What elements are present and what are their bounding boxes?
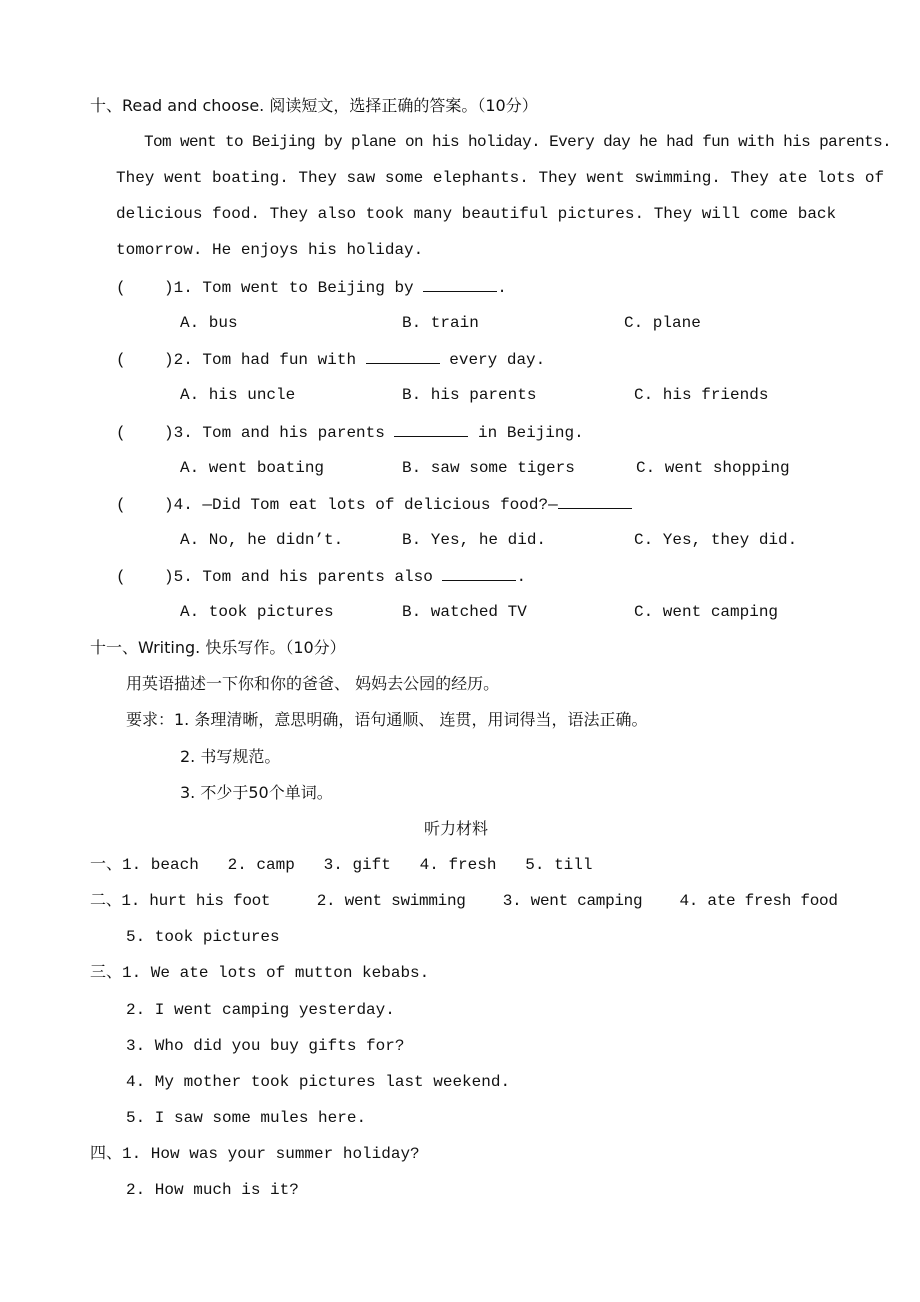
answer-paren[interactable]: ( ) [116,568,174,587]
passage-line: They went boating. They saw some elephants. They went swimming. They ate lots of [116,169,885,187]
answer-paren[interactable]: ( ) [116,351,174,370]
option: C. plane [624,314,701,332]
answer-paren[interactable]: ( ) [116,279,174,297]
option: B. saw some tigers [402,458,575,477]
option: B. Yes, he did. [402,530,547,549]
question-3 [116,422,584,443]
option: B. train [402,314,479,332]
question-text: 5. Tom and his parents also [173,568,443,587]
passage-line: tomorrow. He enjoys his holiday. [116,241,424,259]
option: C. went camping [634,603,779,622]
option: A. went boating [180,458,325,477]
answer-paren[interactable]: ( ) [116,495,174,514]
question-text: 1. Tom went to Beijing by [173,279,424,297]
question-text: 4. —Did Tom eat lots of delicious food?— [173,495,558,514]
answer-blank [558,494,632,509]
passage-line: delicious food. They also took many beautiful pictures. They will come back [116,205,837,223]
writing-requirement: 3. 不少于50个单词。 [180,783,333,802]
listening-line: 四、1. How was your summer holiday? [90,1145,420,1163]
section-11-title: 十一、Writing. 快乐写作。（10分） [90,638,346,657]
question-4 [116,494,632,515]
listening-line: 二、1. hurt his foot 2. went swimming 3. went camping 4. ate fresh food [90,892,838,910]
question-text: 2. Tom had fun with [173,351,366,370]
writing-requirement: 要求：1. 条理清晰，意思明确，语句通顺、 连贯，用词得当，语法正确。 [126,710,648,729]
question-text-end: . [497,279,507,297]
passage-line: Tom went to Beijing by plane on his holiday. Every day he had fun with his parents. [144,133,892,151]
section-10-title: 十、Read and choose. 阅读短文，选择正确的答案。（10分） [90,96,538,115]
listening-line: 三、1. We ate lots of mutton kebabs. [90,964,430,982]
option: C. his friends [634,386,769,405]
question-text: 3. Tom and his parents [173,423,395,442]
answer-blank [442,566,516,581]
question-1 [116,277,507,298]
writing-prompt: 用英语描述一下你和你的爸爸、 妈妈去公园的经历。 [126,674,500,693]
listening-line: 5. I saw some mules here. [126,1109,367,1127]
answer-blank [423,277,497,292]
listening-line: 5. took pictures [126,928,280,946]
option: A. his uncle [180,386,296,405]
option: A. bus [180,314,238,332]
option: C. went shopping [636,458,790,477]
answer-blank [394,422,468,437]
option: A. No, he didn’t. [180,530,344,549]
question-text-end: . [516,568,527,587]
question-2 [116,349,545,370]
option: A. took pictures [180,603,334,622]
question-text-end: in Beijing. [468,423,584,442]
listening-line: 2. How much is it? [126,1181,299,1199]
option: B. his parents [402,386,537,405]
question-5 [116,566,526,587]
answer-paren[interactable]: ( ) [116,423,174,442]
listening-title: 听力材料 [424,819,489,838]
option: C. Yes, they did. [634,530,798,549]
listening-line: 4. My mother took pictures last weekend. [126,1073,511,1091]
writing-requirement: 2. 书写规范。 [180,747,281,766]
option: B. watched TV [402,603,527,622]
listening-line: 一、1. beach 2. camp 3. gift 4. fresh 5. till [90,856,593,874]
question-text-end: every day. [439,351,546,370]
listening-line: 3. Who did you buy gifts for? [126,1037,405,1055]
answer-blank [366,349,440,364]
listening-line: 2. I went camping yesterday. [126,1001,395,1019]
